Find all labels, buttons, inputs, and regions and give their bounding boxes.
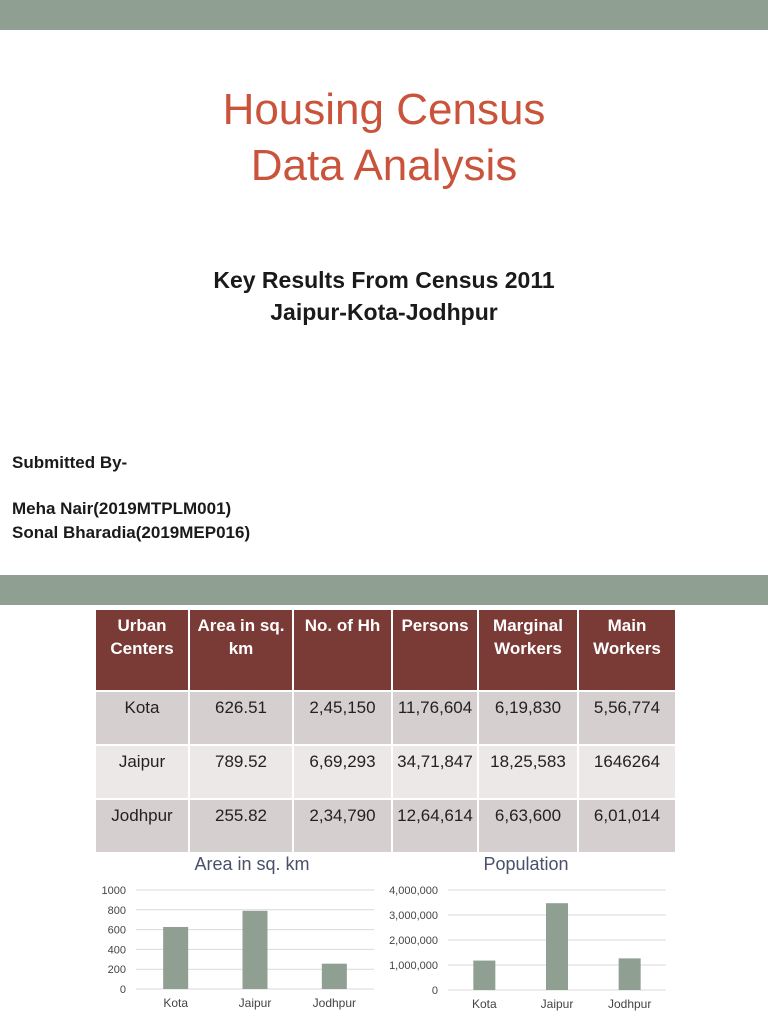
table-cell: 6,63,600 <box>478 799 578 853</box>
table-cell: 2,34,790 <box>293 799 392 853</box>
table-row <box>96 691 675 745</box>
area-chart-bar <box>243 911 268 989</box>
table-cell: 789.52 <box>189 745 293 799</box>
population-chart-y-tick-label: 2,000,000 <box>389 935 438 947</box>
population-chart-y-tick-label: 0 <box>431 985 438 997</box>
population-chart-x-tick-label: Jaipur <box>540 997 574 1011</box>
slide-title <box>0 82 768 194</box>
submitted-label: Submitted By- <box>12 453 128 472</box>
population-chart-bar <box>619 958 641 990</box>
population-chart-x-tick-label: Jodhpur <box>607 997 652 1011</box>
area-chart-y-tick-label: 0 <box>119 984 126 996</box>
area-chart-x-tick-label: Jodhpur <box>312 996 357 1010</box>
area-chart-y-tick-label: 400 <box>107 944 126 957</box>
population-chart-y-tick-label: 4,000,000 <box>389 885 438 897</box>
area-chart-x-tick-label: Kota <box>163 996 189 1010</box>
table-cell: 6,69,293 <box>293 745 392 799</box>
submitted-by-block <box>12 451 250 545</box>
area-chart-y-tick-label: 1000 <box>101 885 126 897</box>
header-households: No. of Hh <box>293 610 392 691</box>
title-line-2: Data Analysis <box>250 141 518 190</box>
table-cell: 6,19,830 <box>478 691 578 745</box>
author-1: Meha Nair(2019MTPLM001) <box>12 499 232 518</box>
table-cell: 5,56,774 <box>578 691 675 745</box>
header-urban-centers: Urban Centers <box>96 610 189 691</box>
table-cell: 6,01,014 <box>578 799 675 853</box>
table-cell: 12,64,614 <box>392 799 478 853</box>
header-area: Area in sq. km <box>189 610 293 691</box>
population-chart-y-tick-label: 3,000,000 <box>389 910 438 922</box>
area-chart-bar <box>322 964 347 989</box>
subtitle <box>0 264 768 328</box>
population-chart <box>376 850 676 1024</box>
table-cell: 18,25,583 <box>478 745 578 799</box>
header-persons: Persons <box>392 610 478 691</box>
table-row <box>96 799 675 853</box>
area-chart-bar <box>163 927 188 989</box>
table-cell: Jodhpur <box>96 799 189 853</box>
title-line-1: Housing Census <box>222 85 546 134</box>
area-chart <box>92 850 412 1024</box>
author-2: Sonal Bharadia(2019MEP016) <box>12 523 251 542</box>
population-chart-bar <box>473 961 495 990</box>
area-chart-y-tick-label: 800 <box>107 904 126 917</box>
census-table <box>96 610 675 854</box>
table-cell: Jaipur <box>96 745 189 799</box>
area-chart-x-tick-label: Jaipur <box>238 996 272 1010</box>
area-chart-title: Area in sq. km <box>194 854 310 874</box>
population-chart-svg <box>376 850 676 1024</box>
area-chart-y-tick-label: 200 <box>107 964 126 977</box>
table-cell: 2,45,150 <box>293 691 392 745</box>
population-chart-x-tick-label: Kota <box>471 997 497 1011</box>
table-cell: 255.82 <box>189 799 293 853</box>
table-cell: 1646264 <box>578 745 675 799</box>
subtitle-line-1: Key Results From Census 2011 <box>213 267 555 293</box>
table-cell: 11,76,604 <box>392 691 478 745</box>
population-chart-title: Population <box>483 854 569 874</box>
area-chart-svg <box>92 850 412 1024</box>
population-chart-y-tick-label: 1,000,000 <box>389 960 438 972</box>
header-marginal-workers: Marginal Workers <box>478 610 578 691</box>
table-cell: Kota <box>96 691 189 745</box>
top-band <box>0 0 768 30</box>
table-header-row <box>96 610 675 691</box>
header-main-workers: Main Workers <box>578 610 675 691</box>
population-chart-bar <box>546 903 568 990</box>
area-chart-y-tick-label: 600 <box>107 924 126 937</box>
table-cell: 626.51 <box>189 691 293 745</box>
table-row <box>96 745 675 799</box>
subtitle-line-2: Jaipur-Kota-Jodhpur <box>270 299 498 325</box>
table-cell: 34,71,847 <box>392 745 478 799</box>
middle-band <box>0 575 768 605</box>
